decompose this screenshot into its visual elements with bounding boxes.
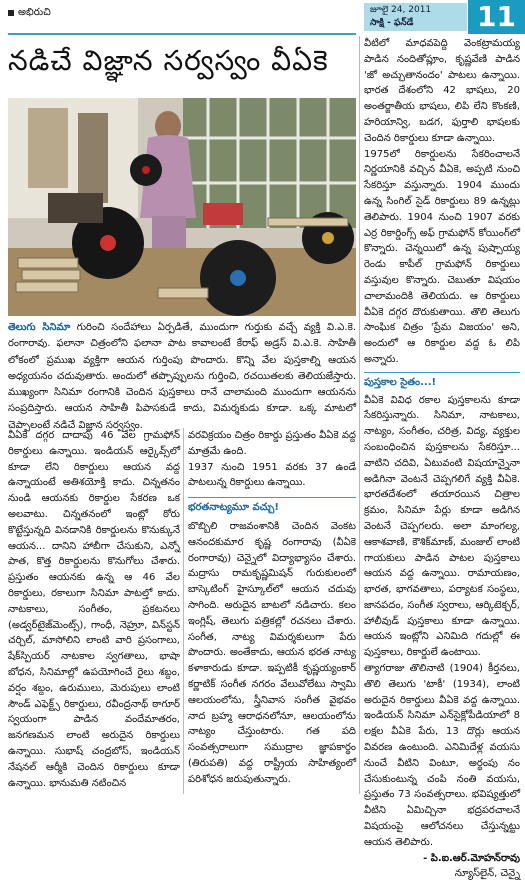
column-divider xyxy=(183,428,184,794)
caption-body: గురించి సందేహాలు ఏర్పడితే, ముందుగా గుర్తుకు వచ్చే వ్యక్తి వి.ఎ.కె. రంగారావు. ఫలానా చిత్రంలోని ఫలానా పాట కావాలంటే కేరాఫ్ అడ్రస్ వి.ఎ.కె. సాహితీ లోకంలో ప్రముఖ వ్యక్తిగా ఆయన గుర్తింపు పొందారు. కొన్ని వేల పుస్తకాల్ని ఆయన అధ్యయనం చదువుతారు. అందులో తప్పొప్పులను గుర్తించి, రచయితలకు తెలియజేస్తారు. ముఖ్యంగా సినిమా రంగానికి చెందిన పుస్తకాలు రానే చాలామంది ముందుగా ఆయనను సంప్రదిస్తారు. ఆయన సాహితీ పిపాసకుడే కాదు, విమర్శకుడు కూడా. ఒక్క మాటలో చెప్పాలంటే నడిచే విజ్ఞాన సర్వస్వం. xyxy=(8,322,356,431)
photo-caption xyxy=(8,320,356,434)
issue-date: జూలై 24, 2011 xyxy=(370,5,432,15)
header-rule xyxy=(8,33,356,35)
caption-lead: తెలుగు సినిమా xyxy=(8,322,71,333)
section-label xyxy=(8,6,51,20)
column-divider-right xyxy=(359,36,360,794)
photo-illustration xyxy=(8,98,356,316)
subheading-rule xyxy=(188,497,356,498)
author-location: న్యూస్‌లైన్, చెన్నై xyxy=(454,868,520,880)
subheading-books: పుస్తకాల సైతం...! xyxy=(364,376,437,388)
subheading-rule-books xyxy=(364,372,520,373)
article-headline: నడిచే విజ్ఞాన సర్వస్వం వీఏకె xyxy=(8,44,329,77)
article-column-2 xyxy=(188,428,356,788)
date-box xyxy=(364,3,467,31)
column-3-top: వీటిలో మాధవపెద్ది వెంకట్రామయ్య పాడిన నందితోప్లూం, కృష్ణవేణి పాడిన 'జో అచ్చుతానందం' పాటలు ఉన్నాయి. భారత దేశంలోని 42 భాషలు, 20 అంతర్జాతీయ భాషలు, లిపి లేని కొంకణి, హరియాన్వి, బడగ, ఫుర్తాలి భాషలకు చెందిన రికార్డులు కూడా ఉన్నాయి. 1975లో రికార్డులను సేకరించాలనే నిర్ణయానికి వచ్చిన వీఏకె, అప్పటి నుంచి సేకరిస్తూ వస్తున్నారు. 1904 ముందు ఉన్న సింగిల్ సైడ్ రికార్డులు 89 ఉన్నట్లు తెలిపారు. 1904 నుంచి 1907 వరకు ఎర్ర రికార్డింగ్స్ అఫ్ గ్రామఫోన్ కోయింగ్‌లో కొన్నారు. చెన్నయిలో ఉన్న పుష్పాయ్య రెండు కాపీల్ గ్రామఫోన్ రికార్డులు వస్తువుల కొన్నారు. చెబుతూ విషయం చాలామందికి తెలియదు. ఆ రికార్డులు వీఏకె దగ్గర దొరుకుతాయి. తొలి తెలుగు సాంఘిక చిత్రం 'ప్రేమ విజయం' అని, అందులో ఆ రికార్డుల వద్ద ఓ లిపి అన్నారు. xyxy=(364,38,520,365)
paper-name: సాక్షి - ఫన్‌డే xyxy=(370,18,414,28)
section-name: అభిరుచి xyxy=(18,7,51,18)
column-2-body: బొబ్బిలి రాజవంశానికి చెందిన వెంకట ఆనందకుమార కృష్ణ రంగారావు (వీఏకె రంగారావు) చెన్నైలో విద్యాభ్యాసం చేశారు. మద్రాసు రామకృష్ణమిషన్ గురుకులంలో బాస్కెటింగ్ హైస్కూల్‌లో ఆయన చదువు సాగింది. అరుదైన బాటలో నడిచారు. కలం ఇంగ్లిష్, తెలుగు పత్రికల్లో రచనలు చేశారు. సంగీత, నాట్య విమర్శకులుగా పేరు పొందారు. అంతేకాదు, ఆయన భరత నాట్య కళాకారుడు కూడా. ఇప్పటికీ కృష్ణయ్యంకార్ కర్ణాటిక్ సంగీత నగరం వేలువోలేటు స్వామి ఆలయంలోను, స్త్రీనివాస సంగీత వైభవం నాద బ్రహ్మ ఆరాధనలోనూ, ఆలయంలోను నాట్యం చేస్తుంటారు. గత పది సంవత్సరాలుగా సముద్రాల జ్ఞాపకార్థం (తిరుపతి) వద్ద రాష్ట్రీయ సాహిత్యంలో పరిశోధన జరుపుతున్నారు. xyxy=(188,520,356,785)
article-column-3 xyxy=(364,36,520,882)
subheading-bharatanatyam: భరతనాట్యమూ వచ్చు! xyxy=(188,502,279,514)
column-3-body: వీఏకె వివిధ రకాల పుస్తకాలను కూడా సేకరిస్తున్నారు. సినిమా, నాటకాలు, నాట్యం, సంగీతం, చరిత్ర, విద్య, వ్యక్తుల సంబంధించిన పుస్తకాలను సేకరిస్తూ... వాటిని చదివి, ఏటువంటి విషయాన్నైనా అడిగినా వెంటనే చెప్పగలిగే వ్యక్తి వీఏకె. భారతదేశంలో తయారయిన చిత్రాల క్రమం, సినిమా పేర్లు కూడా అడిగిన వెంటనే చెప్పగలరు. అలా మాంగల్య, ఆకాశవాణి, కౌశిక్‌మాణ్, మంజుల్ లాంటి గాయకులు పాడిన పాటల పుస్తకాలు ఆయన వద్ద ఉన్నాయి. రామాయణం, భారత, భాగవతాలు, పర్యాటక సంస్థలు, జానపదం, సంగీత స్వరాలు, ఆర్కిటెక్చర్, హాలీవుడ్ పుస్తకాలు కూడా ఉన్నాయి. ఆయన ఇంట్లోని ఎనిమిది గదుల్లో ఈ పుస్తకాలు, రికార్డులే ఉంటాయి. త్యాగరాజు తొలినాటి (1904) కీర్తనలు, తొలి తెలుగు 'టాకీ' (1934), లాంటి అరుదైన రికార్డులు వీఏకె వద్ద ఉన్నాయి. ఇండియన్ సినిమా ఎన్‌సైక్లోపీడియాలో 8 లక్షల వీఏకె పేరు, 13 దొర్లు ఆయన వివరణ ఉంటుంది. ఎనిమిదేళ్ల వయసు నుంచే వీటిని వింటూ, అర్థంపు నం చేసుకుంటున్న చంపి నంతి వయసు, ప్రస్తుతం 73 సంవత్సరాలు. భవిష్యత్తులో వీటిని ఏమిచ్చినా భద్రపరచాలనే విషయంపై ఆలోచనలు చేస్తున్నట్టు ఆయన తెలిపారు. xyxy=(364,394,520,848)
page-number: 11 xyxy=(468,0,525,34)
section-bullet-icon xyxy=(8,10,14,16)
article-column-1: వీఏకె దగ్గర దాదాపు 46 వేల గ్రామఫోన్ రికార్డులు ఉన్నాయి. ఇండియన్ ఆర్కైవ్స్‌లో కూడా లేని రికార్డులు ఆయన వద్ద ఉన్నాయంటే అతిశయోక్తి కాదు. చిన్నతనం నుండి ఆయనకు రికార్డుల సేకరణ ఒక అలవాటు. చిన్నతనంలో ఇంట్లో ఠోరు కొట్టేస్తున్నది వినడానికి రికార్డులను కొనుక్కునే ఆయన... దానిని హాబీగా చేసుకుని, ఎన్నో పాత, కొత్త రికార్డులను కొనుగోలు చేశారు. ప్రస్తుతం ఆయనకు ఉన్న ఆ 46 వేల రికార్డులు, రకాలుగా సినిమా పాటల్తో కాదు. నాటకాలు, సంగీతం, ప్రకటనలు (అడ్వర్‌టైజ్‌మెంట్స్), గాంధీ, నెహ్రూ, విన్‌స్టన్ చర్చిల్, మాసోలిని లాంటి వారి ప్రసంగాలు, షేక్‌స్పియర్ నాటకాల స్వగతాలు, భాషా బోధన, సినిమాల్లో ఉపయోగించే రైలు శబ్దం, వర్షం శబ్దం, ఉరుములు, మెరుపులు లాంటి సౌండ్ ఎఫెక్ట్స్ రికార్డులు, రవీంద్రనాథ్ ఠాగూర్ స్వయంగా పాడిన వందేమాతరం, జనగణమన లాంటి అరుదైన రికార్డులు ఉన్నాయి. సుభాష్ చంద్రబోస్, ఇండియన్ నేషనల్ ఆర్మీకి చెందిన రికార్డులు కూడా ఉన్నాయి. భానుమతి నటించిన xyxy=(8,430,180,789)
column-2-top: వరవిక్రయం చిత్రం రికార్డు ప్రస్తుతం వీఏకె వద్ద మాత్రమే ఉంది. 1937 నుంచి 1951 వరకు 37 ఉండే పాటలున్న రికార్డులు ఉన్నాయి. xyxy=(188,430,356,489)
article-photo xyxy=(8,98,356,316)
author-signature: - పి.ఐ.ఆర్.మోహన్‌రావు xyxy=(423,852,520,864)
